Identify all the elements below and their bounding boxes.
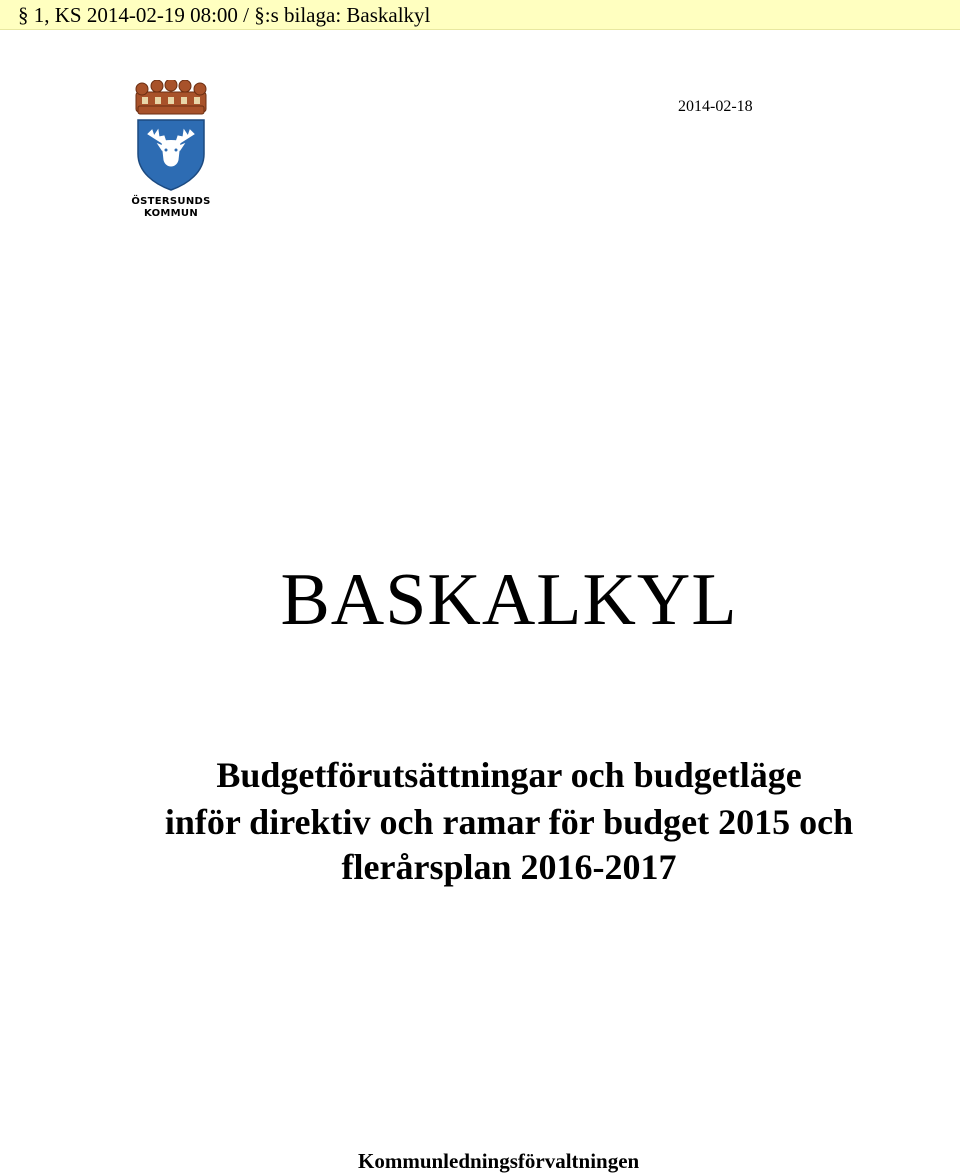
municipality-logo	[128, 80, 214, 222]
document-date: 2014-02-18	[678, 98, 753, 115]
subtitle-line-2: inför direktiv och ramar för budget 2015 och	[164, 802, 854, 842]
subtitle-line-3: flerårsplan 2016-2017	[341, 847, 677, 887]
coat-of-arms-icon	[128, 80, 214, 192]
logo-text-line2: KOMMUN	[144, 208, 198, 219]
logo-text-line1: ÖSTERSUNDS	[131, 196, 211, 207]
subtitle-line-1: Budgetförutsättningar och budgetläge	[216, 755, 802, 795]
document-title: BASKALKYL	[280, 559, 738, 641]
annotation-text: § 1, KS 2014-02-19 08:00 / §:s bilaga: Baskalkyl	[18, 3, 431, 27]
annotation-bar	[0, 0, 960, 30]
department-name: Kommunledningsförvaltningen	[358, 1149, 640, 1173]
